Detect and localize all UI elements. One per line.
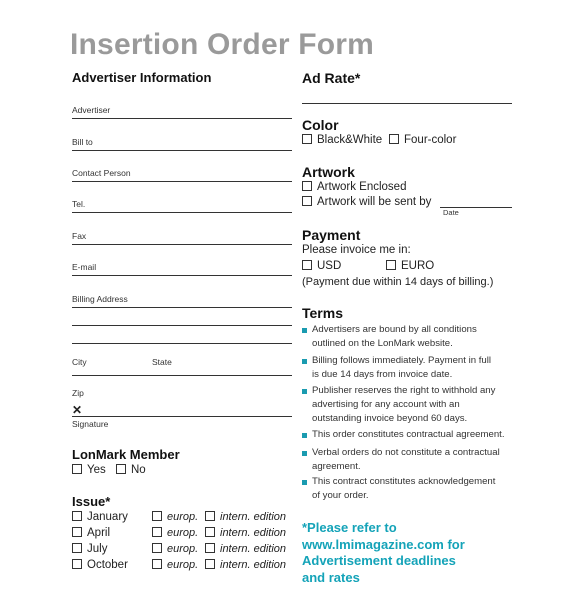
bullet-icon [302, 433, 307, 438]
member-no-label: No [131, 464, 146, 476]
contact-person-label: Contact Person [72, 168, 131, 178]
issue-april-option[interactable] [72, 527, 110, 539]
artwork-enclosed-option[interactable] [302, 181, 406, 193]
checkbox[interactable] [72, 543, 82, 553]
zip-label: Zip [72, 388, 84, 398]
checkbox[interactable] [152, 543, 162, 553]
checkbox[interactable] [302, 260, 312, 270]
billing-address-field-1[interactable] [72, 307, 292, 308]
intern-edition-option[interactable] [205, 543, 286, 555]
billing-address-field-2[interactable] [72, 325, 292, 326]
member-no-option[interactable] [116, 464, 146, 476]
issue-month-label: January [87, 511, 128, 523]
page-title: Insertion Order Form [70, 28, 375, 61]
checkbox[interactable] [72, 511, 82, 521]
term-line: This order constitutes contractual agreement. [312, 429, 505, 440]
term-item [312, 384, 512, 425]
checkbox[interactable] [389, 134, 399, 144]
intern-edition-label: intern. edition [220, 527, 287, 539]
artwork-enclosed-label: Artwork Enclosed [317, 181, 407, 193]
issue-july-option[interactable] [72, 543, 107, 555]
city-state-field[interactable] [72, 375, 292, 376]
payment-euro-label: EURO [401, 260, 435, 272]
promo-note [302, 520, 465, 586]
issue-month-label: October [87, 559, 128, 571]
bullet-icon [302, 451, 307, 456]
member-heading [72, 447, 180, 462]
ad-rate-heading: Ad Rate* [302, 70, 361, 86]
terms-heading: Terms [302, 305, 343, 321]
checkbox[interactable] [205, 527, 215, 537]
intern-edition-label: intern. edition [220, 511, 287, 523]
color-four-option[interactable] [389, 134, 456, 146]
term-line: agreement. [312, 460, 361, 472]
europ-label: europ. [167, 559, 199, 571]
ad-rate-field[interactable] [302, 103, 512, 104]
advertiser-label: Advertiser [72, 105, 111, 115]
fax-field[interactable] [72, 244, 292, 245]
issue-january-option[interactable] [72, 511, 128, 523]
bullet-icon [302, 480, 307, 485]
billing-address-field-3[interactable] [72, 343, 292, 344]
artwork-heading: Artwork [302, 164, 355, 180]
advertiser-field[interactable] [72, 118, 292, 119]
payment-due-text: (Payment due within 14 days of billing.) [302, 276, 494, 288]
intern-edition-option[interactable] [205, 559, 286, 571]
term-line: outstanding invoice beyond 60 days. [312, 412, 468, 424]
billing-address-label: Billing Address [72, 294, 128, 304]
contact-person-field[interactable] [72, 181, 292, 182]
promo-line: Advertisement deadlines [302, 553, 456, 568]
checkbox[interactable] [72, 527, 82, 537]
issue-heading: Issue* [72, 494, 111, 509]
payment-usd-label: USD [317, 260, 342, 272]
intern-edition-label: intern. edition [220, 559, 287, 571]
member-yes-label: Yes [87, 464, 106, 476]
term-line: This contract constitutes acknowledgement [312, 476, 496, 487]
bullet-icon [302, 389, 307, 394]
checkbox[interactable] [302, 181, 312, 191]
term-line: outlined on the LonMark website. [312, 337, 453, 349]
europ-option[interactable] [152, 511, 198, 523]
bullet-icon [302, 328, 307, 333]
intern-edition-option[interactable] [205, 527, 286, 539]
signature-field[interactable] [72, 416, 292, 417]
payment-euro-option[interactable] [386, 260, 434, 272]
issue-month-label: April [87, 527, 111, 539]
advertiser-heading: Advertiser Information [72, 70, 212, 85]
term-line: Verbal orders do not constitute a contractual [312, 447, 500, 458]
color-heading: Color [302, 117, 339, 133]
europ-label: europ. [167, 527, 199, 539]
color-bw-label: Black&White [317, 134, 383, 146]
email-field[interactable] [72, 275, 292, 276]
term-item [312, 446, 512, 474]
term-item [312, 428, 522, 442]
term-line: Advertisers are bound by all conditions [312, 324, 477, 335]
color-four-label: Four-color [404, 134, 457, 146]
artwork-sent-label: Artwork will be sent by [317, 196, 432, 208]
checkbox[interactable] [72, 559, 82, 569]
signature-x-icon: ✕ [72, 403, 83, 417]
term-item [312, 354, 512, 382]
term-line: is due 14 days from invoice date. [312, 368, 453, 380]
term-line: Billing follows immediately. Payment in full [312, 355, 491, 366]
checkbox[interactable] [152, 527, 162, 537]
europ-option[interactable] [152, 527, 198, 539]
tel-field[interactable] [72, 212, 292, 213]
term-line: Publisher reserves the right to withhold any [312, 385, 496, 396]
issue-october-option[interactable] [72, 559, 128, 571]
payment-usd-option[interactable] [302, 260, 341, 272]
intern-edition-option[interactable] [205, 511, 286, 523]
checkbox[interactable] [205, 543, 215, 553]
payment-invoice-text: Please invoice me in: [302, 244, 411, 256]
europ-label: europ. [167, 511, 199, 523]
checkbox[interactable] [116, 464, 126, 474]
fax-label: Fax [72, 231, 87, 241]
promo-line: *Please refer to [302, 520, 397, 535]
europ-label: europ. [167, 543, 199, 555]
term-line: advertising for any account with an [312, 398, 460, 410]
member-heading-text: LonMark Member [72, 447, 180, 462]
term-line: of your order. [312, 489, 369, 501]
member-yes-option[interactable] [72, 464, 106, 476]
term-item [312, 475, 512, 503]
term-item [312, 323, 512, 351]
checkbox[interactable] [152, 559, 162, 569]
checkbox[interactable] [72, 464, 82, 474]
artwork-sent-option[interactable] [302, 196, 431, 208]
intern-edition-label: intern. edition [220, 543, 287, 555]
checkbox[interactable] [205, 511, 215, 521]
checkbox[interactable] [386, 260, 396, 270]
color-bw-option[interactable] [302, 134, 382, 146]
checkbox[interactable] [302, 196, 312, 206]
promo-line: and rates [302, 569, 360, 585]
checkbox[interactable] [302, 134, 312, 144]
payment-heading: Payment [302, 227, 361, 243]
state-label: State [152, 357, 172, 367]
artwork-date-label: Date [443, 208, 459, 217]
bullet-icon [302, 359, 307, 364]
checkbox[interactable] [205, 559, 215, 569]
europ-option[interactable] [152, 543, 198, 555]
promo-line: www.lmimagazine.com for [302, 536, 465, 552]
bill-to-field[interactable] [72, 150, 292, 151]
city-label: City [72, 357, 87, 367]
signature-label: Signature [72, 419, 109, 429]
tel-label: Tel. [72, 199, 86, 209]
bill-to-label: Bill to [72, 137, 93, 147]
checkbox[interactable] [152, 511, 162, 521]
europ-option[interactable] [152, 559, 198, 571]
issue-month-label: July [87, 543, 108, 555]
email-label: E-mail [72, 262, 97, 272]
